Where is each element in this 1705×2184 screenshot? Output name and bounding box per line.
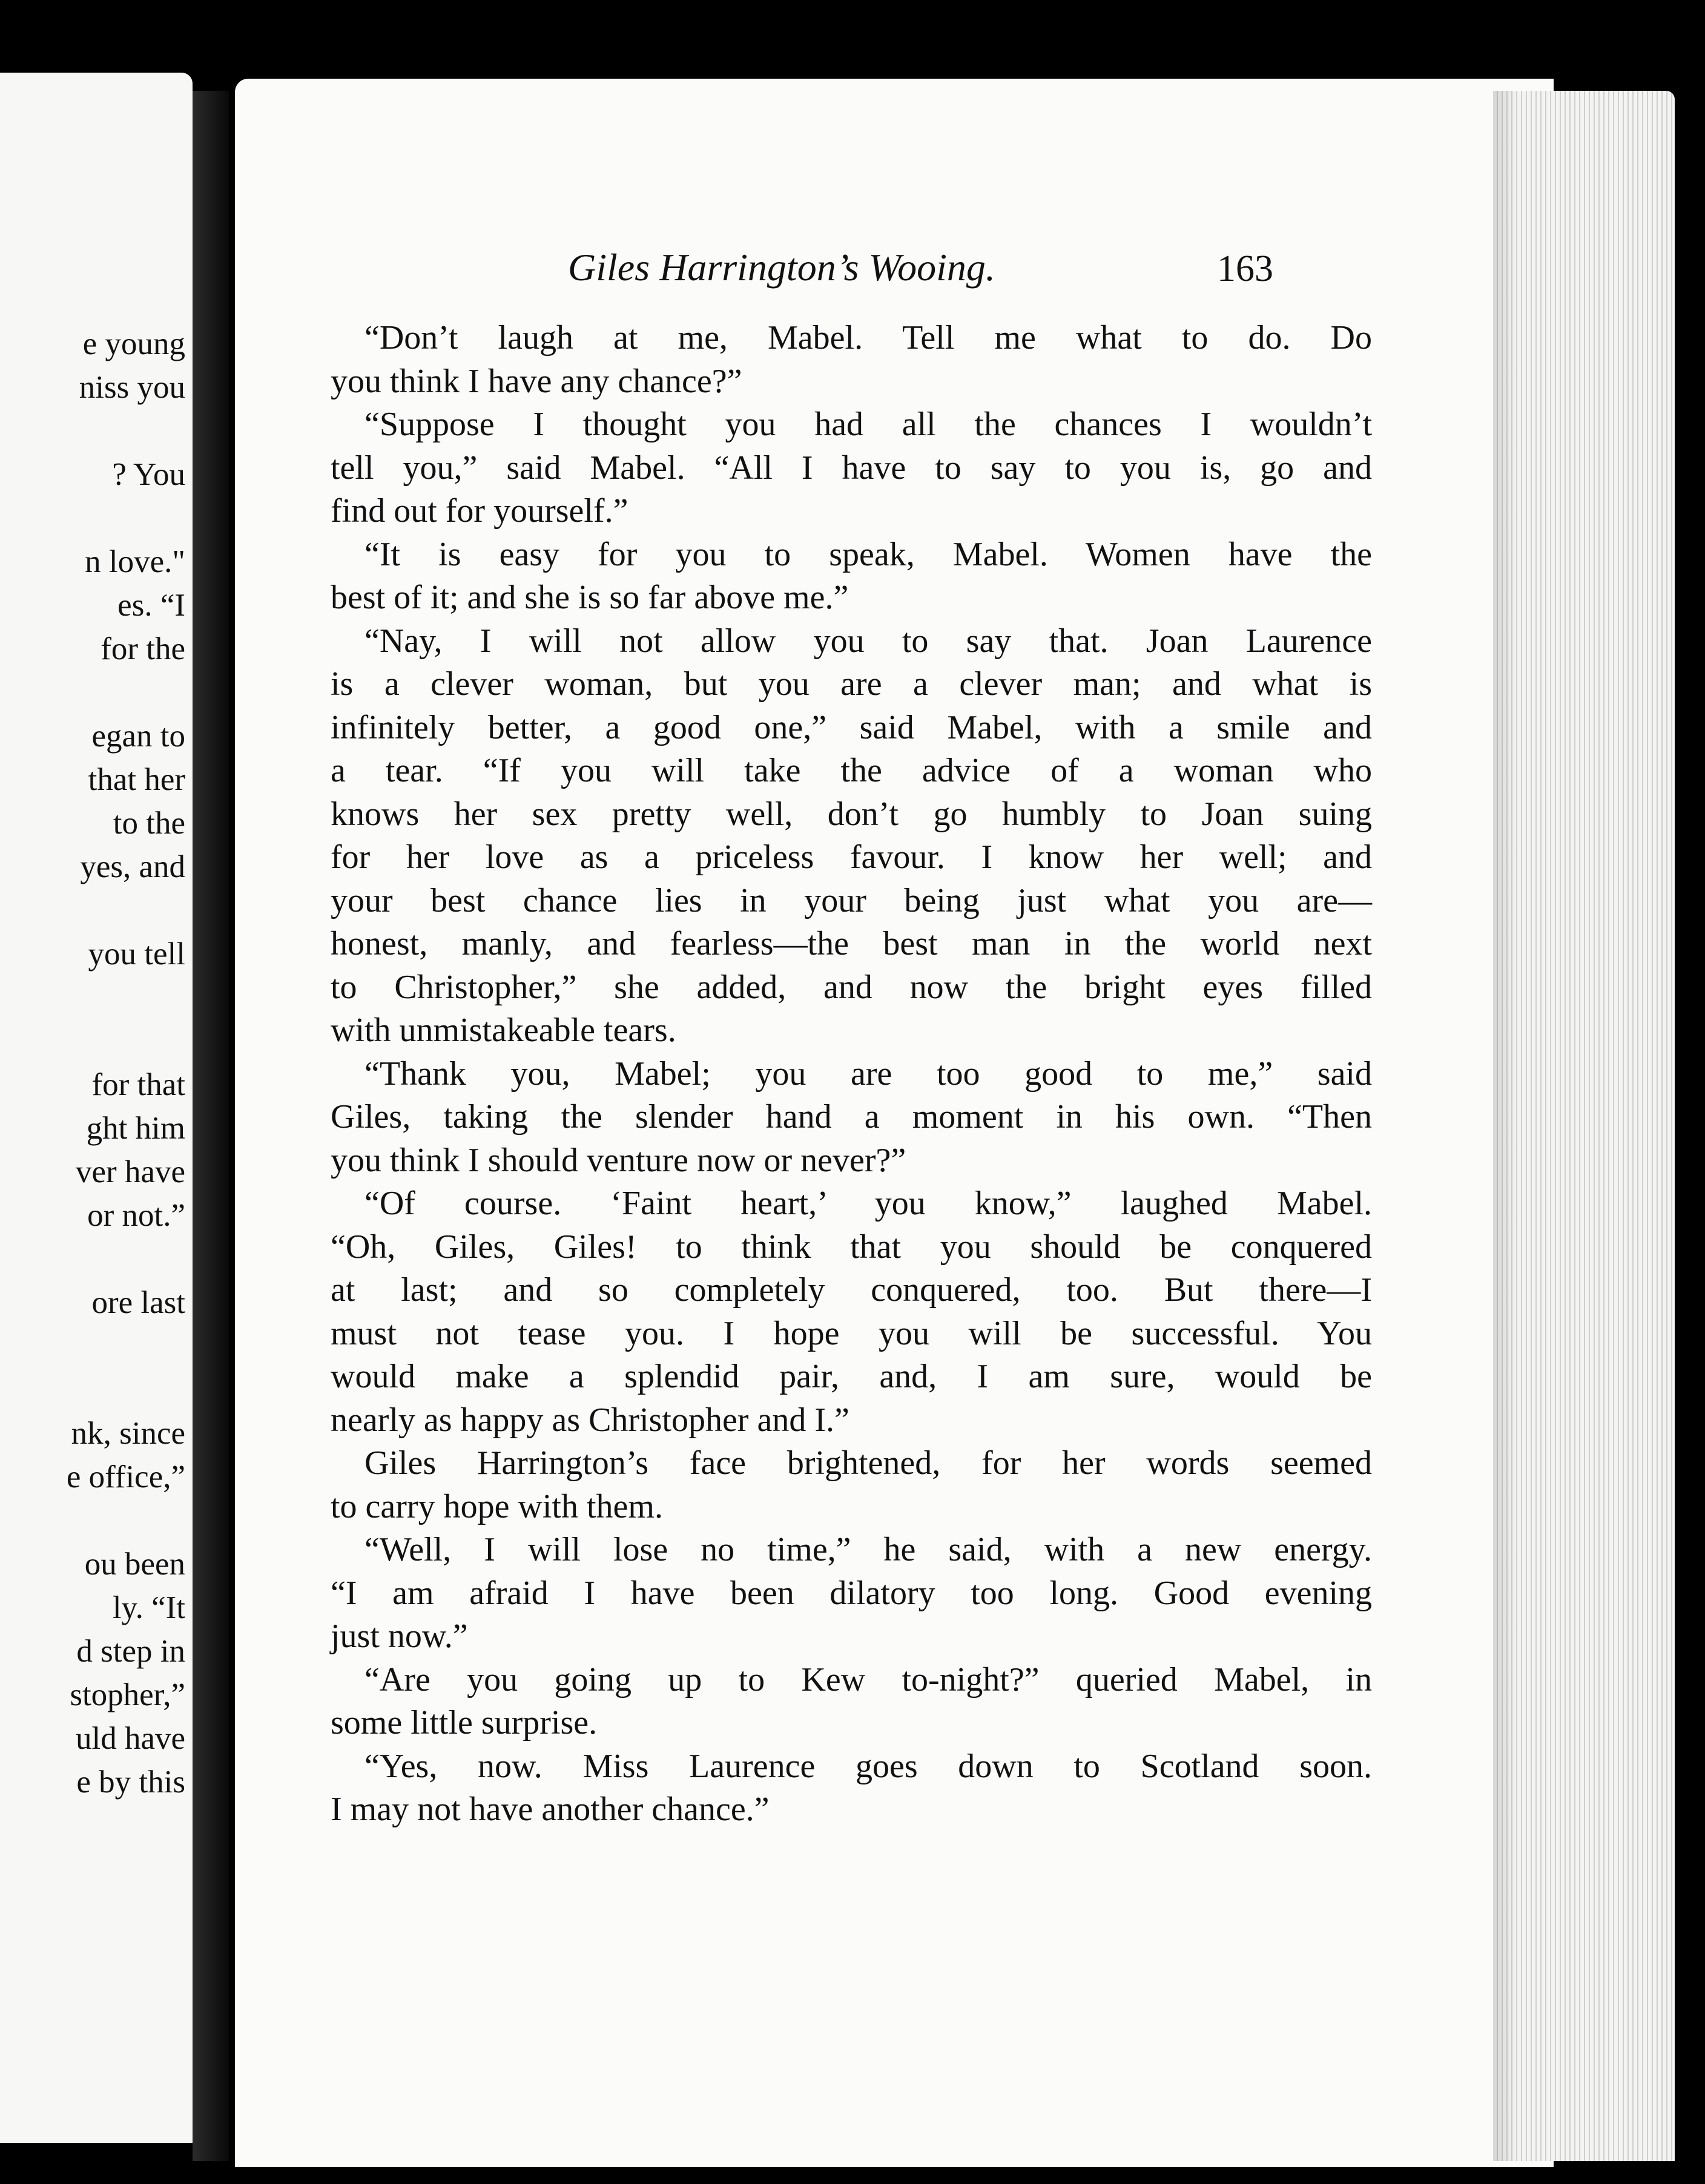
- left-page-line: ou been: [84, 1547, 185, 1582]
- left-page-line: d step in: [76, 1634, 185, 1669]
- text-line: Giles Harrington’s face brightened, for her words seemed: [364, 1444, 1372, 1482]
- running-title: Giles Harrington’s Wooing.: [568, 246, 995, 289]
- left-page-line: stopher,”: [70, 1677, 185, 1712]
- text-line: you think I have any chance?”: [331, 362, 742, 400]
- text-line: honest, manly, and fearless—the best man in the world next: [331, 925, 1372, 962]
- left-page-line: that her: [88, 762, 185, 797]
- text-line: “Thank you, Mabel; you are too good to me,” said: [364, 1054, 1372, 1093]
- text-line: “It is easy for you to speak, Mabel. Women have the: [364, 535, 1372, 573]
- left-page-line: uld have: [75, 1721, 185, 1756]
- left-facing-page: [0, 73, 193, 2143]
- text-line: to Christopher,” she added, and now the bright eyes filled: [331, 968, 1372, 1006]
- text-line: your best chance lies in your being just what you are—: [331, 881, 1372, 919]
- left-page-line: e young: [82, 326, 185, 361]
- text-line: “Well, I will lose no time,” he said, with a new energy.: [364, 1531, 1372, 1568]
- text-line: knows her sex pretty well, don’t go humbly to Joan suing: [331, 795, 1372, 833]
- text-line: to carry hope with them.: [331, 1487, 663, 1525]
- text-line: “Are you going up to Kew to-night?” queried Mabel, in: [364, 1660, 1372, 1699]
- text-line: infinitely better, a good one,” said Mabel, with a smile and: [331, 708, 1372, 746]
- text-line: nearly as happy as Christopher and I.”: [331, 1401, 849, 1439]
- left-page-line: es. “I: [117, 588, 185, 623]
- left-page-line: ght him: [86, 1111, 185, 1146]
- left-page-line: to the: [113, 806, 185, 841]
- left-page-line: e by this: [76, 1765, 185, 1800]
- text-line: “Don’t laugh at me, Mabel. Tell me what to do. Do: [364, 319, 1372, 357]
- body-text: [331, 317, 1372, 1832]
- text-line: “Nay, I will not allow you to say that. Joan Laurence: [364, 622, 1372, 660]
- text-line: “Oh, Giles, Giles! to think that you should be conquered: [331, 1228, 1372, 1266]
- text-line: “Yes, now. Miss Laurence goes down to Scotland soon.: [364, 1747, 1372, 1785]
- book-page: [235, 79, 1554, 2167]
- text-line: “Suppose I thought you had all the chances I wouldn’t: [364, 406, 1372, 443]
- text-line: with unmistakeable tears.: [331, 1011, 676, 1049]
- left-page-line: niss you: [79, 370, 185, 405]
- text-line: just now.”: [331, 1617, 468, 1655]
- text-line: at last; and so completely conquered, too. But there—I: [331, 1271, 1372, 1309]
- left-page-line: for that: [91, 1067, 185, 1102]
- page-number: 163: [1217, 248, 1273, 289]
- text-line: you think I should venture now or never?”: [331, 1141, 906, 1179]
- left-page-line: or not.”: [87, 1198, 185, 1233]
- text-line: must not tease you. I hope you will be successful. You: [331, 1314, 1372, 1352]
- page-edges-shadow: [1493, 91, 1517, 2161]
- left-page-line: ver have: [76, 1154, 185, 1189]
- running-head: [235, 245, 1554, 300]
- page-edges: [1493, 91, 1675, 2161]
- text-line: is a clever woman, but you are a clever man; and what is: [331, 665, 1372, 703]
- left-page-line: ore last: [91, 1285, 185, 1320]
- left-page-line: nk, since: [71, 1416, 185, 1451]
- text-line: some little surprise.: [331, 1704, 598, 1742]
- text-line: find out for yourself.”: [331, 492, 628, 530]
- left-page-line: egan to: [91, 719, 185, 754]
- left-page-line: you tell: [88, 936, 185, 972]
- text-line: tell you,” said Mabel. “All I have to say to you is, go and: [331, 449, 1372, 487]
- text-line: “I am afraid I have been dilatory too long. Good evening: [331, 1574, 1372, 1612]
- left-page-line: e office,”: [66, 1459, 185, 1495]
- left-page-line: ly. “It: [112, 1590, 185, 1625]
- text-line: Giles, taking the slender hand a moment in his own. “Then: [331, 1098, 1372, 1136]
- text-line: best of it; and she is so far above me.”: [331, 579, 849, 616]
- left-page-line: yes, and: [80, 849, 185, 884]
- text-line: a tear. “If you will take the advice of a woman who: [331, 752, 1372, 789]
- text-line: “Of course. ‘Faint heart,’ you know,” laughed Mabel.: [364, 1185, 1372, 1222]
- text-line: I may not have another chance.”: [331, 1791, 770, 1828]
- gutter-shadow: [193, 91, 229, 2161]
- text-line: would make a splendid pair, and, I am sure, would be: [331, 1358, 1372, 1395]
- left-page-line: for the: [101, 631, 185, 666]
- left-page-line: ? You: [112, 457, 185, 492]
- text-line: for her love as a priceless favour. I know her well; and: [331, 838, 1372, 876]
- left-page-line: n love.": [85, 544, 185, 579]
